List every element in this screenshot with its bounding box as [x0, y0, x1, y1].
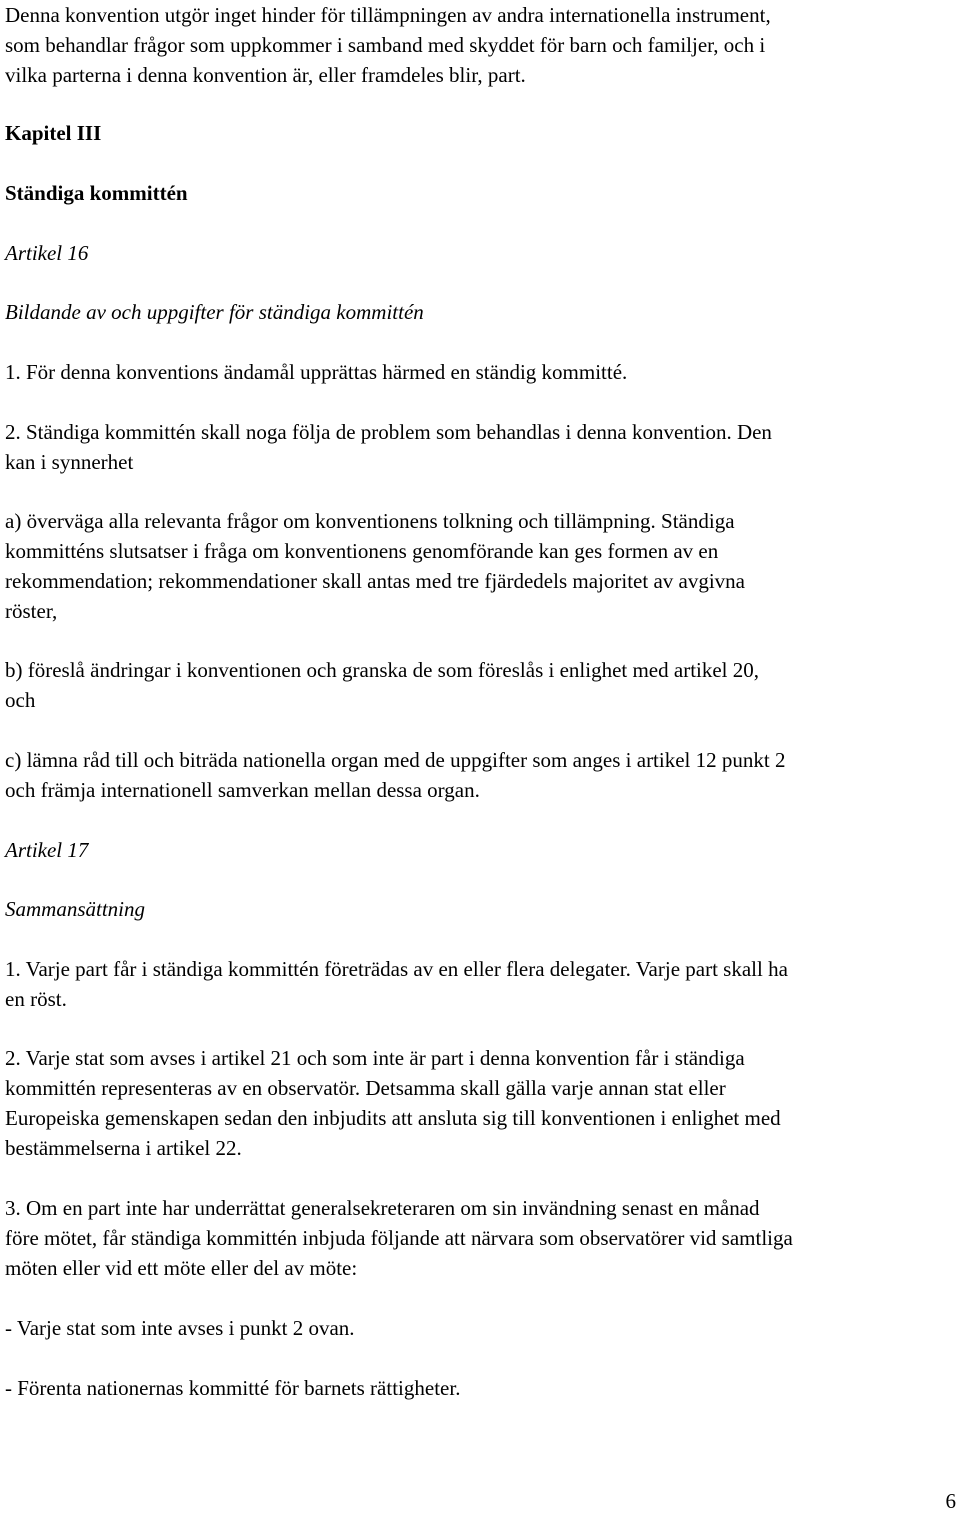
article-17-bullet-2: - Förenta nationernas kommitté för barnets rättigheter.: [5, 1376, 461, 1400]
chapter-title: Kapitel III: [5, 121, 102, 145]
paragraph-line: rekommendation; rekommendationer skall antas med tre fjärdedels majoritet av avgivna: [5, 569, 745, 593]
paragraph-line: och: [5, 688, 36, 712]
paragraph-line: bestämmelserna i artikel 22.: [5, 1136, 242, 1160]
paragraph-line: kan i synnerhet: [5, 450, 134, 474]
article-16-item-b: [5, 655, 759, 715]
article-16-paragraph-1: 1. För denna konventions ändamål upprättas härmed en ständig kommitté.: [5, 360, 628, 384]
article-17-paragraph-3: [5, 1193, 793, 1283]
paragraph-line: 2. Varje stat som avses i artikel 21 och som inte är part i denna konvention får i ständiga: [5, 1046, 745, 1070]
intro-line: vilka parterna i denna konvention är, eller framdeles blir, part.: [5, 63, 526, 87]
paragraph-line: Europeiska gemenskapen sedan den inbjudits att ansluta sig till konventionen i enlighet med: [5, 1106, 781, 1130]
paragraph-line: a) överväga alla relevanta frågor om konventionens tolkning och tillämpning. Ständiga: [5, 509, 735, 533]
paragraph-line: 1. Varje part får i ständiga kommittén företrädas av en eller flera delegater. Varje part skall ha: [5, 957, 788, 981]
article-16-subtitle: Bildande av och uppgifter för ständiga kommittén: [5, 300, 424, 324]
article-16-item-a: [5, 506, 745, 626]
paragraph-line: b) föreslå ändringar i konventionen och granska de som föreslås i enlighet med artikel 20,: [5, 658, 760, 682]
paragraph-line: och främja internationell samverkan mellan dessa organ.: [5, 778, 480, 802]
article-16-item-c: [5, 745, 785, 805]
intro-paragraph: [5, 0, 771, 90]
article-16-paragraph-2: [5, 417, 772, 477]
page-number: 6: [945, 1489, 956, 1513]
article-17-subtitle: Sammansättning: [5, 897, 146, 921]
paragraph-line: före mötet, får ständiga kommittén inbjuda följande att närvara som observatörer vid samtliga: [5, 1226, 793, 1250]
paragraph-line: kommitténs slutsatser i fråga om konventionens genomförande kan ges formen av en: [5, 539, 719, 563]
paragraph-line: röster,: [5, 599, 58, 623]
article-17-paragraph-2: [5, 1043, 781, 1163]
paragraph-line: 2. Ständiga kommittén skall noga följa de problem som behandlas i denna konvention. Den: [5, 420, 772, 444]
article-17-title: Artikel 17: [5, 838, 89, 862]
paragraph-line: c) lämna råd till och biträda nationella organ med de uppgifter som anges i artikel 12 punkt 2: [5, 748, 786, 772]
article-17-paragraph-1: [5, 954, 788, 1014]
article-16-title: Artikel 16: [5, 241, 89, 265]
paragraph-line: kommittén representeras av en observatör. Detsamma skall gälla varje annan stat eller: [5, 1076, 726, 1100]
paragraph-line: möten eller vid ett möte eller del av möte:: [5, 1256, 358, 1280]
intro-line: som behandlar frågor som uppkommer i samband med skyddet för barn och familjer, och i: [5, 33, 766, 57]
chapter-subtitle: Ständiga kommittén: [5, 181, 188, 205]
paragraph-line: 3. Om en part inte har underrättat generalsekreteraren om sin invändning senast en månad: [5, 1196, 760, 1220]
article-17-bullet-1: - Varje stat som inte avses i punkt 2 ovan.: [5, 1316, 355, 1340]
intro-line: Denna konvention utgör inget hinder för tillämpningen av andra internationella instrument,: [5, 3, 771, 27]
paragraph-line: en röst.: [5, 987, 67, 1011]
